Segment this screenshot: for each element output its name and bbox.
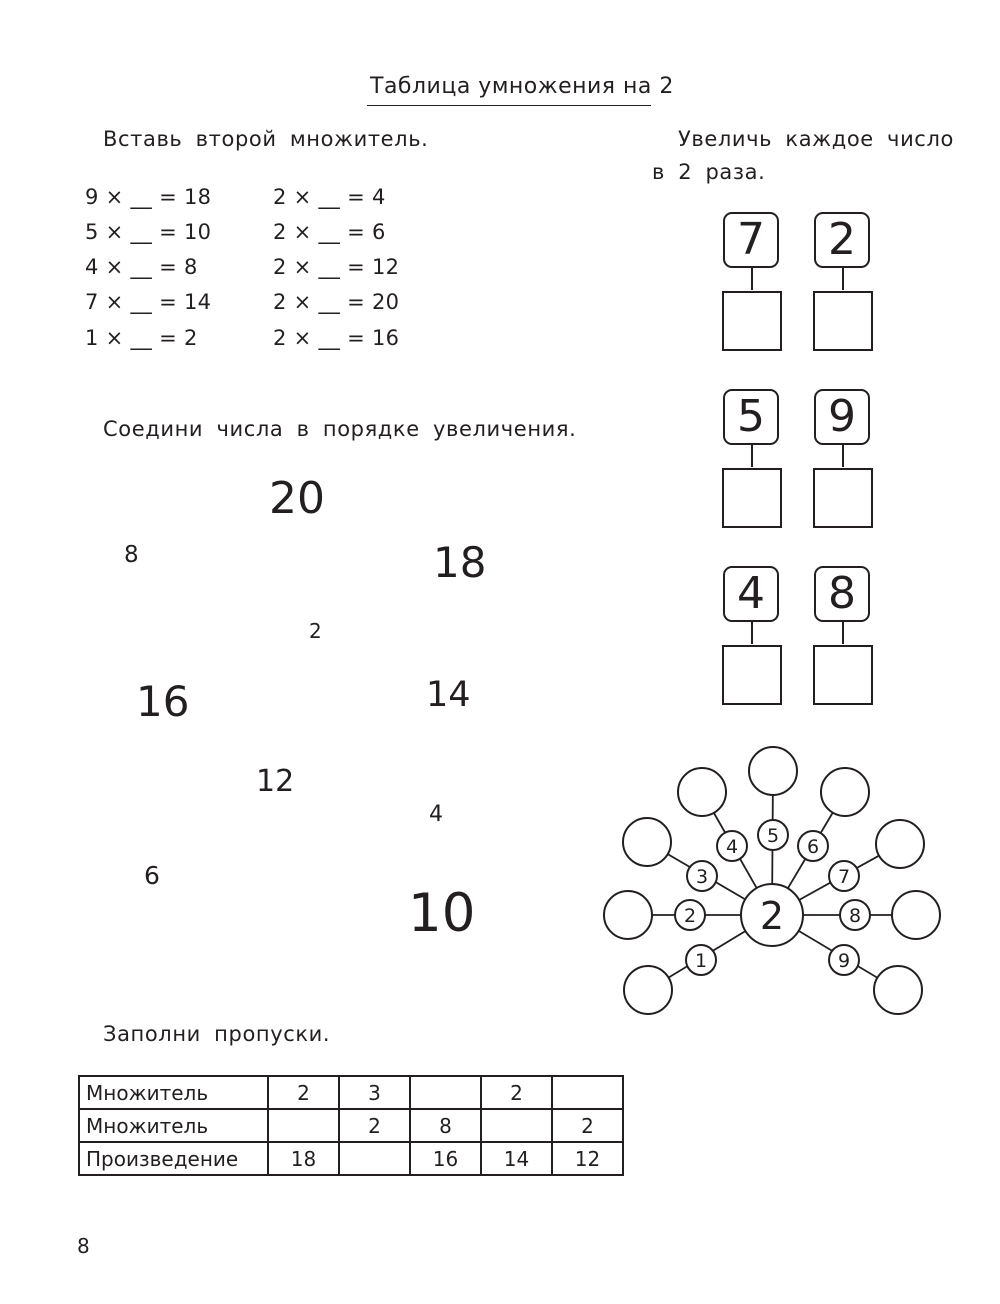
- wheel-outer-circle: [876, 820, 924, 868]
- instruction-double-line1: Увеличь каждое число: [678, 127, 954, 151]
- page-title: Таблица умножения на 2: [370, 74, 674, 99]
- scatter-number-4: 4: [429, 802, 443, 827]
- wheel-spoke-3: 3: [695, 866, 709, 888]
- equation-right-2: 2 × __ = 6: [273, 220, 386, 244]
- wheel-outer-circle: [821, 768, 869, 816]
- table-cell: 2: [268, 1076, 339, 1109]
- scatter-number-2: 2: [309, 619, 322, 643]
- scatter-number-16: 16: [136, 677, 190, 726]
- wheel-outer-circle: [874, 966, 922, 1014]
- page-number: 8: [77, 1234, 90, 1258]
- table-cell: 18: [268, 1142, 339, 1175]
- connector-line: [842, 268, 844, 290]
- wheel-outer-circle: [604, 891, 652, 939]
- table-cell-blank[interactable]: [339, 1142, 410, 1175]
- instruction-fill-gaps: Заполни пропуски.: [103, 1022, 331, 1046]
- wheel-outer-circle: [623, 818, 671, 866]
- table-row: [79, 1076, 623, 1109]
- wheel-spoke-5: 5: [766, 825, 780, 847]
- wheel-spoke-1: 1: [694, 950, 708, 972]
- connector-line: [751, 622, 753, 644]
- scatter-number-10: 10: [408, 883, 476, 944]
- scatter-number-6: 6: [144, 861, 160, 890]
- equation-left-2: 5 × __ = 10: [85, 220, 212, 244]
- fill-gaps-table: [78, 1075, 624, 1176]
- scatter-number-12: 12: [256, 764, 295, 799]
- connector-line: [842, 445, 844, 467]
- table-cell-blank[interactable]: [410, 1076, 481, 1109]
- answer-box[interactable]: [813, 468, 873, 528]
- scatter-number-20: 20: [269, 473, 325, 524]
- wheel-center: 2: [759, 894, 785, 938]
- table-cell: 3: [339, 1076, 410, 1109]
- answer-box[interactable]: [813, 291, 873, 351]
- wheel-outer-circle: [678, 768, 726, 816]
- equation-left-1: 9 × __ = 18: [85, 185, 212, 209]
- digit-box-8: 8: [814, 566, 870, 622]
- table-cell: 12: [552, 1142, 623, 1175]
- table-cell-blank[interactable]: [268, 1109, 339, 1142]
- equation-left-3: 4 × __ = 8: [85, 255, 198, 279]
- wheel-outer-circle: [892, 891, 940, 939]
- equation-left-5: 1 × __ = 2: [85, 326, 198, 350]
- wheel-spoke-4: 4: [725, 836, 739, 858]
- table-cell: 2: [552, 1109, 623, 1142]
- wheel-spoke-9: 9: [837, 950, 851, 972]
- row-label: Множитель: [79, 1109, 268, 1142]
- connector-line: [751, 268, 753, 290]
- wheel-spoke-7: 7: [837, 866, 851, 888]
- digit-box-7: 7: [723, 212, 779, 268]
- title-underline: [367, 105, 651, 106]
- wheel-spoke-6: 6: [806, 836, 820, 858]
- scatter-number-14: 14: [426, 675, 471, 715]
- table-cell: 2: [339, 1109, 410, 1142]
- table-cell-blank[interactable]: [481, 1109, 552, 1142]
- connector-line: [842, 622, 844, 644]
- connector-line: [751, 445, 753, 467]
- table-cell: 16: [410, 1142, 481, 1175]
- equation-left-4: 7 × __ = 14: [85, 290, 212, 314]
- equation-right-5: 2 × __ = 16: [273, 326, 400, 350]
- wheel-outer-circle: [624, 966, 672, 1014]
- table-cell: 8: [410, 1109, 481, 1142]
- answer-box[interactable]: [722, 645, 782, 705]
- table-cell: 14: [481, 1142, 552, 1175]
- instruction-insert-factor: Вставь второй множитель.: [103, 127, 429, 151]
- wheel-outer-circle: [749, 747, 797, 795]
- row-label: Произведение: [79, 1142, 268, 1175]
- equation-right-3: 2 × __ = 12: [273, 255, 400, 279]
- instruction-double-line2: в 2 раза.: [652, 160, 766, 184]
- wheel-spoke-2: 2: [683, 905, 697, 927]
- digit-box-2: 2: [814, 212, 870, 268]
- row-label: Множитель: [79, 1076, 268, 1109]
- equation-right-1: 2 × __ = 4: [273, 185, 386, 209]
- multiplication-wheel: [590, 730, 960, 1030]
- digit-box-9: 9: [814, 389, 870, 445]
- answer-box[interactable]: [722, 468, 782, 528]
- equation-right-4: 2 × __ = 20: [273, 290, 400, 314]
- table-cell-blank[interactable]: [552, 1076, 623, 1109]
- table-row: [79, 1109, 623, 1142]
- scatter-number-8: 8: [124, 542, 139, 568]
- answer-box[interactable]: [722, 291, 782, 351]
- answer-box[interactable]: [813, 645, 873, 705]
- instruction-connect-numbers: Соедини числа в порядке увеличения.: [103, 417, 577, 441]
- scatter-number-18: 18: [433, 538, 487, 587]
- digit-box-4: 4: [723, 566, 779, 622]
- wheel-spoke-8: 8: [848, 905, 862, 927]
- digit-box-5: 5: [723, 389, 779, 445]
- table-row: [79, 1142, 623, 1175]
- table-cell: 2: [481, 1076, 552, 1109]
